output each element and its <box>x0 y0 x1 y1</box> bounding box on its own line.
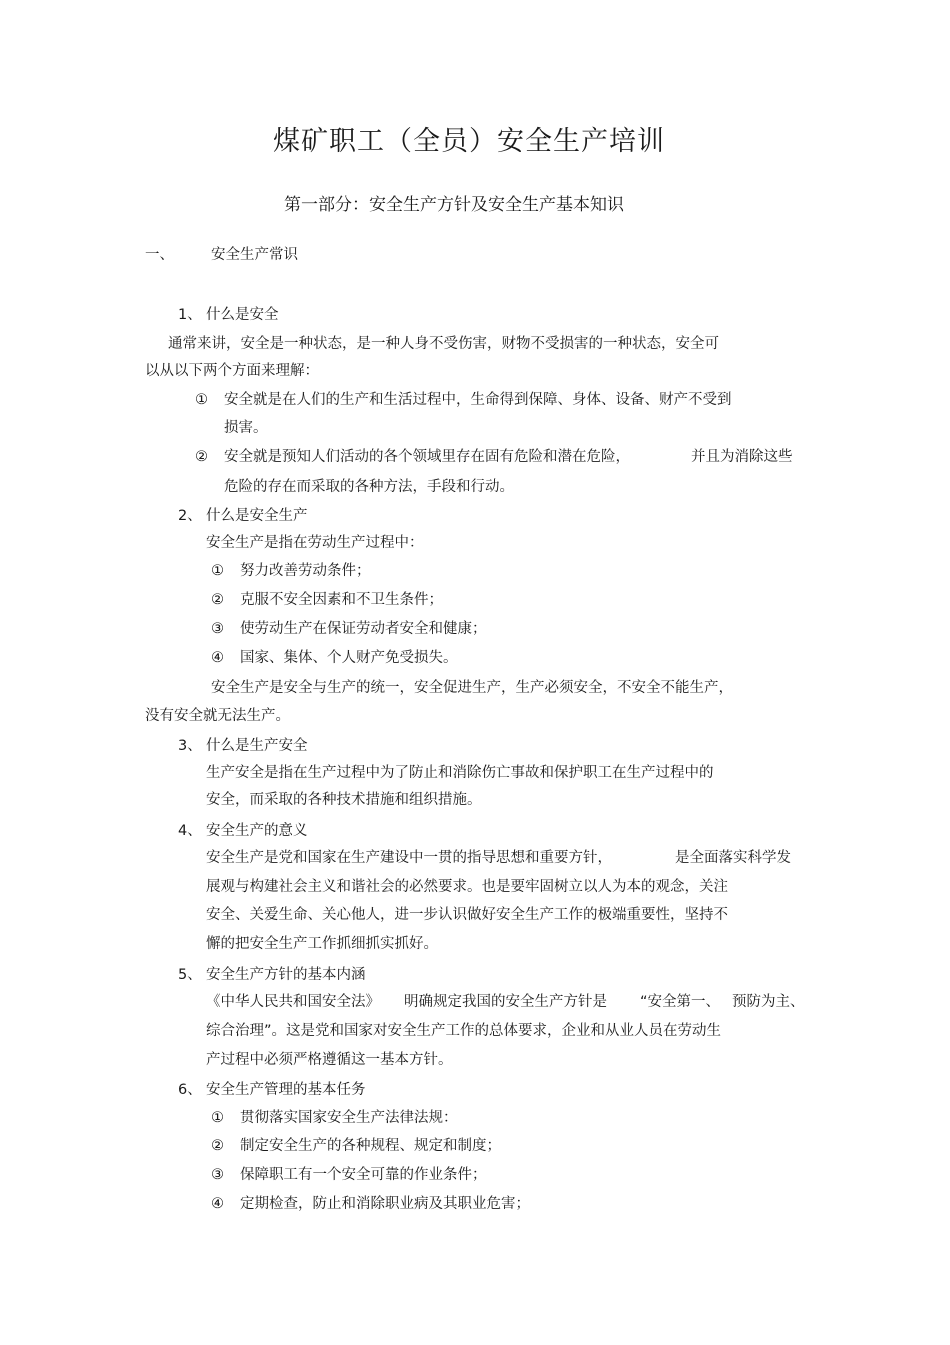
paragraph-line: 生产安全是指在生产过程中为了防止和消除伤亡事故和保护职工在生产过程中的 <box>206 765 714 781</box>
paragraph-line: 没有安全就无法生产。 <box>145 708 290 724</box>
item-heading: 什么是安全 <box>206 307 279 323</box>
paragraph-line: 展观与构建社会主义和谐社会的必然要求。也是要牢固树立以人为本的观念，关注 <box>206 879 728 895</box>
point-text: 贯彻落实国家安全生产法律法规： <box>240 1110 458 1126</box>
point-text: 危险的存在而采取的各种方法，手段和行动。 <box>224 479 514 495</box>
paragraph-line: 安全生产是指在劳动生产过程中： <box>206 535 424 551</box>
point-text: 制定安全生产的各种规程、规定和制度； <box>240 1138 501 1154</box>
item-heading: 安全生产方针的基本内涵 <box>206 967 366 983</box>
paragraph-line: 通常来讲，安全是一种状态，是一种人身不受伤害，财物不受损害的一种状态，安全可 <box>168 336 719 352</box>
paragraph-line: 以从以下两个方面来理解： <box>145 363 319 379</box>
item-number: 3、 <box>178 738 202 754</box>
point-text: 定期检查，防止和消除职业病及其职业危害； <box>240 1196 530 1212</box>
paragraph-line: 安全，而采取的各种技术措施和组织措施。 <box>206 792 482 808</box>
paragraph-line: 《中华人民共和国安全法》 <box>206 994 380 1010</box>
point-text: 国家、集体、个人财产免受损失。 <box>240 650 458 666</box>
point-number: ① <box>195 392 208 408</box>
point-text: 使劳动生产在保证劳动者安全和健康； <box>240 621 487 637</box>
item-heading: 安全生产管理的基本任务 <box>206 1082 366 1098</box>
paragraph-line: 明确规定我国的安全生产方针是 <box>404 994 607 1010</box>
item-number: 5、 <box>178 967 202 983</box>
paragraph-line: 综合治理”。这是党和国家对安全生产工作的总体要求，企业和从业人员在劳动生 <box>206 1023 722 1039</box>
paragraph-line: 安全、关爱生命、关心他人，进一步认识做好安全生产工作的极端重要性，坚持不 <box>206 907 728 923</box>
point-text: 保障职工有一个安全可靠的作业条件； <box>240 1167 487 1183</box>
point-text: 安全就是预知人们活动的各个领域里存在固有危险和潜在危险， <box>224 449 630 465</box>
paragraph-line: 是全面落实科学发 <box>675 850 791 866</box>
paragraph-line: 安全生产是安全与生产的统一，安全促进生产，生产必须安全，不安全不能生产， <box>211 680 733 696</box>
point-text: 损害。 <box>224 420 268 436</box>
point-text: 努力改善劳动条件； <box>240 563 371 579</box>
item-number: 1、 <box>178 307 202 323</box>
item-number: 6、 <box>178 1082 202 1098</box>
paragraph-line: 懈的把安全生产工作抓细抓实抓好。 <box>206 936 438 952</box>
point-number: ① <box>211 563 224 579</box>
point-number: ① <box>211 1110 224 1126</box>
item-heading: 什么是生产安全 <box>206 738 308 754</box>
item-heading: 安全生产的意义 <box>206 823 308 839</box>
item-number: 2、 <box>178 508 202 524</box>
paragraph-line: 安全生产是党和国家在生产建设中一贯的指导思想和重要方针， <box>206 850 612 866</box>
point-number: ③ <box>211 1167 224 1183</box>
point-text: 并且为消除这些 <box>691 449 793 465</box>
paragraph-line: “安全第一、 <box>640 994 721 1010</box>
point-number: ④ <box>211 1196 224 1212</box>
section-number: 一、 <box>145 247 174 263</box>
section-title: 安全生产常识 <box>211 247 298 263</box>
point-text: 安全就是在人们的生产和生活过程中，生命得到保障、身体、设备、财产不受到 <box>224 392 732 408</box>
paragraph-line: 产过程中必须严格遵循这一基本方针。 <box>206 1052 453 1068</box>
point-number: ② <box>211 592 224 608</box>
point-number: ④ <box>211 650 224 666</box>
point-number: ③ <box>211 621 224 637</box>
item-heading: 什么是安全生产 <box>206 508 308 524</box>
document-subtitle: 第一部分：安全生产方针及安全生产基本知识 <box>284 195 624 215</box>
point-number: ② <box>195 449 208 465</box>
paragraph-line: 预防为主、 <box>732 994 805 1010</box>
item-number: 4、 <box>178 823 202 839</box>
point-text: 克服不安全因素和不卫生条件； <box>240 592 443 608</box>
point-number: ② <box>211 1138 224 1154</box>
document-title: 煤矿职工（全员）安全生产培训 <box>273 126 665 157</box>
